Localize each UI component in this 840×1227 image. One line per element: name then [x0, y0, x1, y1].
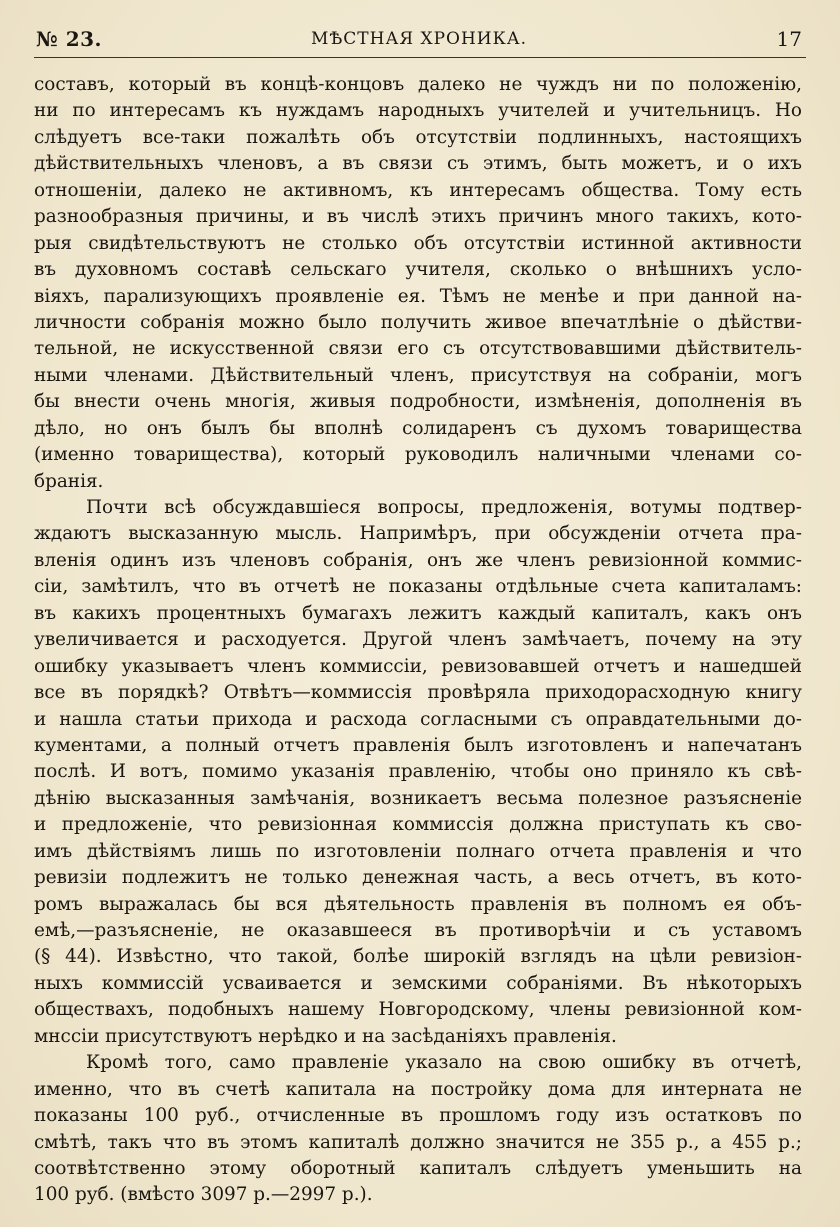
issue-number: № 23.	[36, 27, 102, 51]
text-line: вленія одинъ изъ членовъ собранія, онъ же членъ ревизіонной коммис-	[34, 549, 802, 571]
text-line: ромъ выражалась бы вся дѣятельность правленія въ полномъ ея объ-	[34, 893, 802, 915]
page-number: 17	[776, 27, 802, 51]
text-line: ошибку указываетъ членъ коммиссіи, ревизовавшей отчетъ и нашедшей	[34, 655, 802, 677]
text-line: дѣйствительныхъ членовъ, а въ связи съ этимъ, быть можетъ, и о ихъ	[34, 153, 802, 175]
text-line: ни по интересамъ къ нуждамъ народныхъ учителей и учительницъ. Но	[34, 100, 802, 122]
text-line: показаны 100 руб., отчисленные въ прошломъ году изъ остатковъ по	[34, 1105, 802, 1127]
text-line: личности собранія можно было получить живое впечатлѣніе о дѣйстви-	[34, 311, 802, 333]
text-line: разнообразныя причины, и въ числѣ этихъ причинъ много такихъ, кото-	[34, 206, 802, 228]
text-line: увеличивается и расходуется. Другой членъ замѣчаетъ, почему на эту	[34, 629, 802, 651]
text-line: 100 руб. (вмѣсто 3097 р.—2997 р.).	[34, 1184, 373, 1206]
text-line: віяхъ, парализующихъ проявленіе ея. Тѣмъ не менѣе и при данной на-	[34, 285, 802, 307]
text-line: тельной, не искусственной связи его съ отсутствовавшими дѣйствитель-	[34, 338, 802, 360]
text-line: ныхъ коммиссій усваивается и земскими собраніями. Въ нѣкоторыхъ	[34, 972, 802, 994]
text-line: въ духовномъ составѣ сельскаго учителя, сколько о внѣшнихъ усло-	[34, 259, 802, 281]
text-line: и нашла статьи прихода и расхода согласными съ оправдательными до-	[34, 708, 802, 730]
article-body	[34, 72, 802, 1209]
running-header	[36, 24, 802, 56]
text-line: дѣнію высказанныя замѣчанія, возникаетъ весьма полезное разъясненіе	[34, 787, 802, 809]
section-title: МѢСТНАЯ ХРОНИКА.	[310, 29, 528, 49]
text-line: въ какихъ процентныхъ бумагахъ лежитъ каждый капиталъ, какъ онъ	[34, 602, 802, 624]
text-line: (§ 44). Извѣстно, что такой, болѣе широкій взглядъ на цѣли ревизіон-	[34, 946, 802, 968]
text-line: бранія.	[34, 470, 104, 492]
text-line: рыя свидѣтельствуютъ не столько объ отсутствіи истинной активности	[34, 232, 802, 254]
text-line: ными членами. Дѣйствительный членъ, присутствуя на собраніи, могъ	[34, 364, 802, 386]
text-line: слѣдуетъ все-таки пожалѣть объ отсутствіи подлинныхъ, настоящихъ	[34, 126, 802, 148]
text-line: мнссіи присутствуютъ нерѣдко и на засѣданіяхъ правленія.	[34, 1025, 617, 1047]
text-line: обществахъ, подобныхъ нашему Новгородскому, члены ревизіонной ком-	[34, 999, 802, 1021]
text-line: бы внести очень многія, живыя подробности, измѣненія, дополненія въ	[34, 391, 802, 413]
text-line: отношеніи, далеко не активномъ, къ интересамъ общества. Тому есть	[34, 179, 802, 201]
text-line: сіи, замѣтилъ, что въ отчетѣ не показаны отдѣльные счета капиталамъ:	[34, 576, 802, 598]
text-line: ревизіи подлежитъ не только денежная часть, а весь отчетъ, въ кото-	[34, 867, 802, 889]
text-line: кументами, а полный отчетъ правленія былъ изготовленъ и напечатанъ	[34, 734, 802, 756]
text-line: именно, что въ счетѣ капитала на постройку дома для интерната не	[34, 1078, 802, 1100]
text-line: послѣ. И вотъ, помимо указанія правленію, чтобы оно приняло къ свѣ-	[34, 761, 802, 783]
text-line: (именно товарищества), который руководилъ наличными членами со-	[34, 444, 802, 466]
text-line: все въ порядкѣ? Отвѣтъ—коммиссія провѣряла приходорасходную книгу	[34, 682, 802, 704]
paragraph-first-line: Кромѣ того, само правленіе указало на свою ошибку въ отчетѣ,	[86, 1052, 802, 1074]
text-line: составъ, который въ концѣ-концовъ далеко не чуждъ ни по положенію,	[34, 74, 802, 95]
text-line: ждаютъ высказанную мысль. Напримѣръ, при обсужденіи отчета пра-	[34, 523, 802, 545]
text-line: емѣ,—разъясненіе, не оказавшееся въ противорѣчіи и съ уставомъ	[34, 920, 802, 941]
paragraph-first-line: Почти всѣ обсуждавшіеся вопросы, предложенія, вотумы подтвер-	[86, 497, 802, 518]
text-line: дѣло, но онъ былъ бы вполнѣ солидаренъ съ духомъ товарищества	[34, 417, 802, 439]
header-rule	[34, 57, 806, 58]
text-line: имъ дѣйствіямъ лишь по изготовленіи полнаго отчета правленія и что	[34, 840, 802, 862]
text-line: соотвѣтственно этому оборотный капиталъ слѣдуетъ уменьшить на	[34, 1157, 802, 1179]
text-line: смѣтѣ, такъ что въ этомъ капиталѣ должно значится не 355 р., а 455 р.;	[34, 1131, 802, 1153]
text-line: и предложеніе, что ревизіонная коммиссія должна приступать къ сво-	[34, 814, 802, 836]
